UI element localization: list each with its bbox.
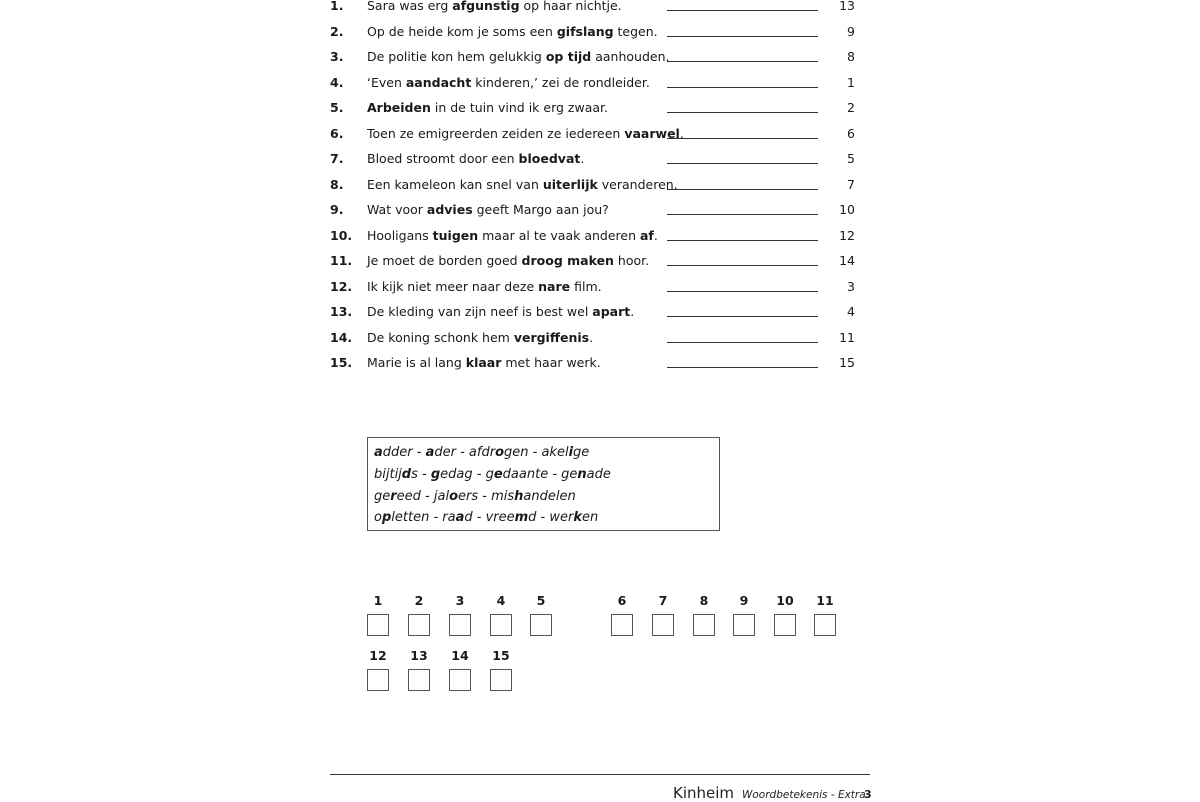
grid-number: 4 (496, 593, 506, 608)
sentence-row (330, 223, 870, 249)
word-segment: ade (586, 466, 611, 482)
answer-line[interactable] (667, 61, 818, 62)
sentence-post: film. (570, 278, 602, 294)
sentence-number: 2. (330, 23, 344, 39)
target-word: droog maken (521, 253, 614, 268)
target-word: aandacht (405, 74, 472, 90)
sentence-pre: Marie is al lang (367, 355, 466, 370)
sentence-row (330, 197, 870, 223)
grid-number: 3 (455, 593, 465, 608)
answer-box[interactable] (449, 614, 471, 636)
highlight-letter: o (495, 445, 505, 460)
answer-line[interactable] (667, 87, 818, 88)
target-word: klaar (465, 355, 502, 370)
answer-box[interactable] (367, 614, 389, 636)
answer-key-number: 10 (839, 202, 855, 217)
word-segment: dder - (382, 445, 426, 460)
answer-key-number: 15 (839, 355, 855, 370)
word-bank-line (374, 486, 713, 508)
sentence-text (367, 0, 622, 19)
sentence-post: maar al te vaak anderen (478, 227, 640, 243)
sentence-post: . (580, 151, 585, 166)
sentence-row (330, 350, 870, 376)
sentence-text (367, 223, 658, 249)
answer-box[interactable] (490, 669, 512, 691)
sentence-pre: Bloed stroomt door een (367, 151, 519, 166)
sentence-text (367, 44, 669, 70)
sentence-number: 3. (330, 49, 344, 64)
answer-key-number: 6 (847, 125, 855, 141)
word-segment: o (374, 510, 382, 526)
sentence-row (330, 325, 870, 351)
target-word: uiterlijk (542, 176, 598, 192)
highlight-letter: o (449, 488, 459, 504)
grid-number: 12 (369, 648, 387, 663)
sentence-pre: Wat voor (367, 202, 427, 217)
sentence-row (330, 248, 870, 274)
word-segment: andelen (523, 488, 576, 504)
sentence-row (330, 121, 870, 147)
word-segment: gen - akel (504, 445, 569, 460)
sentence-number: 12. (330, 278, 353, 294)
sentence-text (367, 248, 649, 274)
sentence-post: . (679, 125, 684, 141)
answer-key-number: 2 (847, 100, 855, 115)
answer-line[interactable] (667, 112, 818, 113)
highlight-letter: a (425, 445, 435, 460)
highlight-letter: i (568, 445, 574, 460)
highlight-letter: a (455, 510, 465, 526)
answer-line[interactable] (667, 214, 818, 215)
answer-box[interactable] (814, 614, 836, 636)
series-title: Woordbetekenis - Extra (742, 789, 866, 801)
answer-line[interactable] (667, 163, 818, 164)
answer-box[interactable] (449, 669, 471, 691)
sentence-post: met haar werk. (501, 355, 601, 370)
sentence-pre: Ik kijk niet meer naar deze (367, 278, 539, 294)
highlight-letter: e (493, 466, 503, 482)
highlight-letter: d (401, 466, 412, 482)
sentence-pre: Sara was erg (367, 0, 453, 13)
answer-line[interactable] (667, 240, 818, 241)
sentence-post: veranderen. (597, 176, 678, 192)
sentence-row (330, 19, 870, 45)
answer-line[interactable] (667, 316, 818, 317)
sentence-post-2: . (653, 227, 658, 243)
sentence-text (367, 95, 608, 121)
sentence-pre: Toen ze emigreerden zeiden ze iedereen (367, 125, 625, 141)
sentence-list (330, 0, 870, 376)
sentence-post: . (630, 304, 635, 319)
sentence-number: 10. (330, 227, 353, 243)
answer-key-number: 14 (839, 253, 855, 268)
page-number: 3 (864, 788, 872, 801)
word-bank-box (367, 437, 720, 531)
answer-box[interactable] (367, 669, 389, 691)
grid-number: 14 (451, 648, 469, 663)
sentence-text (367, 172, 678, 198)
word-segment: letten - ra (391, 510, 456, 526)
sentence-number: 14. (330, 329, 353, 345)
sentence-post: hoor. (613, 253, 650, 268)
target-word: nare (538, 278, 571, 294)
sentence-number: 5. (330, 100, 344, 115)
grid-number: 9 (739, 593, 749, 608)
answer-box[interactable] (774, 614, 796, 636)
publisher-brand: Kinheim (673, 784, 735, 802)
sentence-number: 11. (330, 253, 353, 268)
sentence-post: kinderen,’ zei de rondleider. (471, 74, 650, 90)
grid-number: 10 (776, 593, 794, 608)
word-segment: daante - ge (502, 466, 578, 482)
grid-number: 8 (699, 593, 709, 608)
sentence-text (367, 274, 602, 300)
grid-number: 6 (617, 593, 627, 608)
grid-number: 13 (410, 648, 428, 663)
target-word: vergiffenis (513, 329, 590, 345)
answer-key-number: 9 (847, 23, 855, 39)
answer-line[interactable] (667, 36, 818, 37)
word-segment: ge (573, 445, 590, 460)
target-word: bloedvat (518, 151, 581, 166)
highlight-letter: p (381, 510, 392, 526)
sentence-text (367, 19, 658, 45)
target-word: tuigen (432, 227, 479, 243)
sentence-pre: De kleding van zijn neef is best wel (367, 304, 593, 319)
sentence-post: geeft Margo aan jou? (472, 202, 609, 217)
word-segment: bijtij (374, 466, 402, 482)
answer-box[interactable] (408, 669, 430, 691)
sentence-row (330, 44, 870, 70)
target-word: apart (592, 304, 631, 319)
sentence-pre: De politie kon hem gelukkig (367, 49, 546, 64)
answer-box[interactable] (490, 614, 512, 636)
sentence-pre: Je moet de borden goed (367, 253, 522, 268)
sentence-text (367, 197, 609, 223)
highlight-letter: n (577, 466, 587, 482)
answer-line[interactable] (667, 189, 818, 190)
answer-key-number: 4 (847, 304, 855, 319)
highlight-letter: g (430, 466, 441, 482)
answer-box[interactable] (652, 614, 674, 636)
sentence-post: tegen. (613, 23, 658, 39)
highlight-letter: r (390, 488, 397, 504)
sentence-text (367, 70, 650, 96)
grid-number: 11 (816, 593, 834, 608)
grid-number: 7 (658, 593, 668, 608)
answer-box[interactable] (530, 614, 552, 636)
target-word: afgunstig (452, 0, 520, 13)
sentence-row (330, 299, 870, 325)
sentence-row (330, 70, 870, 96)
answer-key-number: 5 (847, 151, 855, 166)
word-segment: ers - mis (458, 488, 515, 504)
word-segment: s - (411, 466, 431, 482)
sentence-number: 13. (330, 304, 353, 319)
word-segment: ge (374, 488, 391, 504)
word-segment: d - vree (464, 510, 515, 526)
sentence-number: 1. (330, 0, 344, 13)
target-word: gifslang (556, 23, 614, 39)
sentence-post: op haar nichtje. (519, 0, 622, 13)
answer-line[interactable] (667, 138, 818, 139)
highlight-letter: m (514, 510, 529, 526)
sentence-row (330, 0, 870, 19)
sentence-post: in de tuin vind ik erg zwaar. (430, 100, 608, 115)
footer-divider (330, 774, 870, 775)
sentence-text (367, 350, 601, 376)
sentence-number: 7. (330, 151, 344, 166)
answer-line[interactable] (667, 10, 818, 11)
grid-number: 2 (414, 593, 424, 608)
answer-key-number: 11 (839, 329, 855, 345)
answer-key-number: 13 (839, 0, 855, 13)
word-segment: d - wer (528, 510, 574, 526)
word-segment: eed - jal (396, 488, 450, 504)
grid-number: 5 (536, 593, 546, 608)
highlight-letter: k (573, 510, 583, 526)
word-segment: der - afdr (434, 445, 496, 460)
word-bank-line (374, 507, 713, 529)
target-word: Arbeiden (367, 100, 431, 115)
word-segment: en (582, 510, 599, 526)
sentence-number: 8. (330, 176, 344, 192)
sentence-row (330, 95, 870, 121)
word-bank-line (374, 464, 713, 486)
sentence-post: aanhouden. (591, 49, 670, 64)
sentence-pre: Op de heide kom je soms een (367, 23, 557, 39)
sentence-pre: De koning schonk hem (367, 329, 514, 345)
sentence-pre: ‘Even (367, 74, 406, 90)
sentence-number: 9. (330, 202, 344, 217)
grid-number: 1 (373, 593, 383, 608)
sentence-row (330, 146, 870, 172)
target-word: op tijd (545, 49, 592, 64)
grid-number: 15 (492, 648, 510, 663)
target-word: advies (426, 202, 473, 217)
answer-box[interactable] (611, 614, 633, 636)
answer-box[interactable] (408, 614, 430, 636)
answer-line[interactable] (667, 367, 818, 368)
answer-line[interactable] (667, 291, 818, 292)
sentence-post: . (589, 329, 594, 345)
sentence-row (330, 172, 870, 198)
answer-line[interactable] (667, 265, 818, 266)
sentence-row (330, 274, 870, 300)
answer-key-number: 3 (847, 278, 855, 294)
answer-box[interactable] (693, 614, 715, 636)
highlight-letter: h (514, 488, 524, 504)
sentence-number: 6. (330, 125, 344, 141)
sentence-text (367, 146, 584, 172)
answer-key-number: 7 (847, 176, 855, 192)
sentence-number: 15. (330, 355, 353, 370)
word-bank-line (374, 442, 713, 464)
sentence-pre: Een kameleon kan snel van (367, 176, 543, 192)
word-segment: edag - g (440, 466, 494, 482)
sentence-pre: Hooligans (367, 227, 433, 243)
answer-line[interactable] (667, 342, 818, 343)
target-word-2: af (639, 227, 654, 243)
sentence-text (367, 299, 634, 325)
sentence-number: 4. (330, 74, 344, 90)
sentence-text (367, 325, 593, 351)
answer-key-number: 12 (839, 227, 855, 243)
answer-key-number: 8 (847, 49, 855, 64)
answer-box[interactable] (733, 614, 755, 636)
highlight-letter: a (374, 445, 383, 460)
sentence-text (367, 121, 684, 147)
target-word: vaarwel (624, 125, 680, 141)
answer-key-number: 1 (847, 74, 855, 90)
